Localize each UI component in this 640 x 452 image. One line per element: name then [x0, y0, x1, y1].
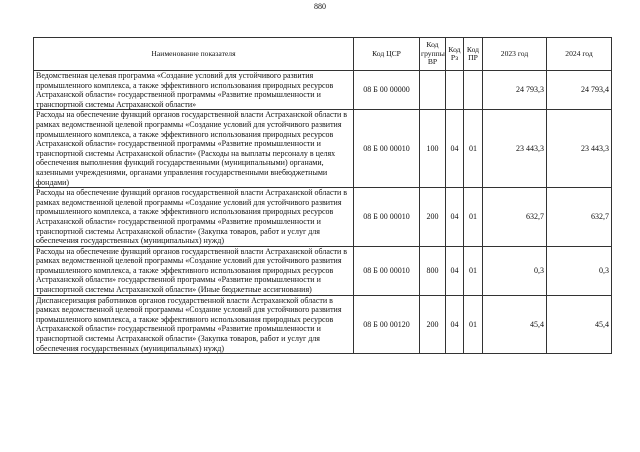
row-2023: 45,4 — [483, 295, 547, 354]
row-2023: 632,7 — [483, 188, 547, 247]
row-vr: 100 — [420, 110, 446, 188]
table-row — [34, 71, 612, 110]
row-rz — [446, 71, 464, 110]
row-pr — [464, 71, 483, 110]
row-2023: 23 443,3 — [483, 110, 547, 188]
header-rz: Код Рз — [446, 38, 464, 71]
row-rz: 04 — [446, 110, 464, 188]
table-row — [34, 295, 612, 354]
row-csr: 08 Б 00 00000 — [354, 71, 420, 110]
page-number: 880 — [314, 2, 326, 11]
row-name: Расходы на обеспечение функций органов государственной власти Астраханской области в рамках ведомственной целевой программы «Создание условий для устойчивого развития промышленного комплекса, а также эффективного использования природных ресурсов Астраханской области» государственной программы «Развитие промышленности и транспортной системы Астраханской области» (Закупка товаров, работ и услуг для обеспечения государственных (муниципальных) нужд) — [34, 188, 354, 247]
row-csr: 08 Б 00 00120 — [354, 295, 420, 354]
row-name: Ведомственная целевая программа «Создание условий для устойчивого развития промышленного комплекса, а также эффективного использования природных ресурсов Астраханской области» государственной программы «Развитие промышленности и транспортной системы Астраханской области» — [34, 71, 354, 110]
header-vr: Код группы ВР — [420, 38, 446, 71]
row-vr: 200 — [420, 295, 446, 354]
row-pr: 01 — [464, 295, 483, 354]
budget-table — [33, 37, 612, 354]
row-2023: 24 793,3 — [483, 71, 547, 110]
row-csr: 08 Б 00 00010 — [354, 188, 420, 247]
row-rz: 04 — [446, 295, 464, 354]
row-2024: 23 443,3 — [547, 110, 612, 188]
row-vr — [420, 71, 446, 110]
row-name: Диспансеризация работников органов государственной власти Астраханской области в рамках ведомственной целевой программы «Создание условий для устойчивого развития промышленного комплекса, а также эффективного использования природных ресурсов Астраханской области» государственной программы «Развитие промышленности и транспортной системы Астраханской области» (Закупка товаров, работ и услуг для обеспечения государственных (муниципальных) нужд) — [34, 295, 354, 354]
row-rz: 04 — [446, 188, 464, 247]
row-rz: 04 — [446, 246, 464, 295]
table-row — [34, 246, 612, 295]
row-pr: 01 — [464, 188, 483, 247]
header-2023: 2023 год — [483, 38, 547, 71]
row-pr: 01 — [464, 110, 483, 188]
row-2024: 45,4 — [547, 295, 612, 354]
row-csr: 08 Б 00 00010 — [354, 110, 420, 188]
row-pr: 01 — [464, 246, 483, 295]
row-2024: 24 793,4 — [547, 71, 612, 110]
row-name: Расходы на обеспечение функций органов государственной власти Астраханской области в рамках ведомственной целевой программы «Создание условий для устойчивого развития промышленного комплекса, а также эффективного использования природных ресурсов Астраханской области» государственной программы «Развитие промышленности и транспортной системы Астраханской области» (Расходы на выплаты персоналу в целях обеспечения выполнения функций государственными (муниципальными) органами, казенными учреждениями, органами управления государственными внебюджетными фондами) — [34, 110, 354, 188]
table-header-row — [34, 38, 612, 71]
row-name: Расходы на обеспечение функций органов государственной власти Астраханской области в рамках ведомственной целевой программы «Создание условий для устойчивого развития промышленного комплекса, а также эффективного использования природных ресурсов Астраханской области» государственной программы «Развитие промышленности и транспортной системы Астраханской области» (Иные бюджетные ассигнования) — [34, 246, 354, 295]
header-2024: 2024 год — [547, 38, 612, 71]
table-row — [34, 110, 612, 188]
header-pr: Код ПР — [464, 38, 483, 71]
row-vr: 200 — [420, 188, 446, 247]
row-csr: 08 Б 00 00010 — [354, 246, 420, 295]
table-row — [34, 188, 612, 247]
row-2024: 632,7 — [547, 188, 612, 247]
row-2024: 0,3 — [547, 246, 612, 295]
header-csr: Код ЦСР — [354, 38, 420, 71]
row-vr: 800 — [420, 246, 446, 295]
header-name: Наименование показателя — [34, 38, 354, 71]
row-2023: 0,3 — [483, 246, 547, 295]
